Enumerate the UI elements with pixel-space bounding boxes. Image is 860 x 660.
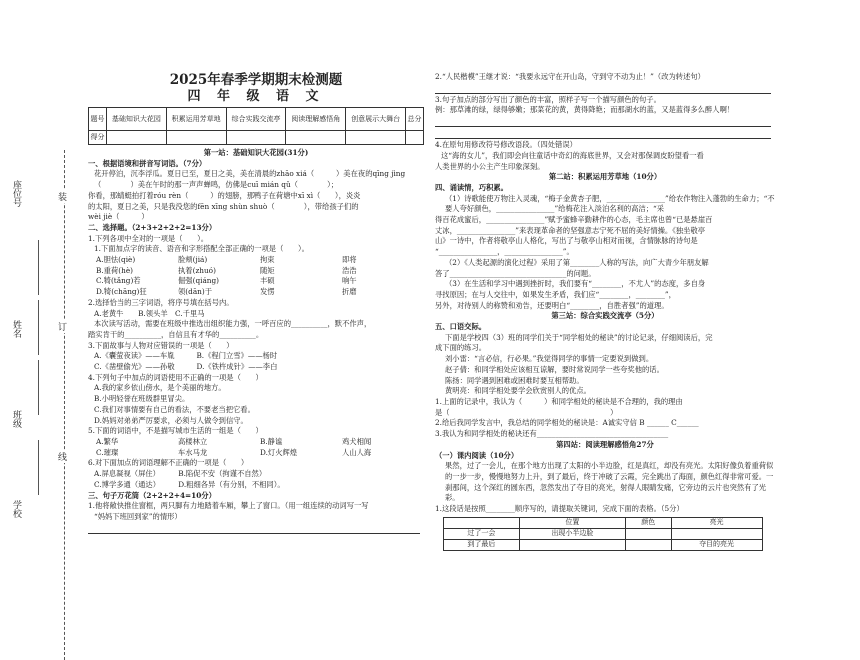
- reading-table-cell[interactable]: [626, 528, 672, 539]
- option-text: 执着(zhuó): [178, 265, 216, 275]
- exam-title: 2025年春季学期期末检测题: [169, 72, 343, 88]
- option-row: [88, 255, 424, 266]
- text-line: 4.下列句子中加点的词语使用不正确的一项是（ ）: [88, 372, 263, 382]
- text-line: 3.句子加点的部分写出了颜色的丰富，照样子写一个描写颜色的句子。: [435, 94, 661, 104]
- score-blank[interactable]: [166, 131, 226, 145]
- text-line: 二、选择题。（2+3+2+2+2=13分）: [88, 222, 217, 232]
- option-row: [88, 276, 424, 287]
- text-line: wèi jiè（ ）: [88, 212, 149, 222]
- text-line: C.我们对事情要有自己的看法，不要老当把它看。: [94, 404, 255, 414]
- school-blank: [38, 440, 39, 495]
- option-text: 折磨: [342, 287, 357, 297]
- text-line: 1.下列各项中全对的一项是（ ）。: [88, 233, 209, 243]
- option-text: 响午: [342, 276, 357, 286]
- text-line: 2.选择恰当的三字词语，将序号填在括号内。: [88, 297, 234, 307]
- score-cell: 总分: [406, 108, 424, 131]
- binding-dash-line: [64, 150, 65, 660]
- text-line: 下面是学校四（3）班的同学们关于“同学相处的秘诀”的讨论记录，仔细阅读后，完: [445, 332, 713, 342]
- score-cell: 积累运用芳草地: [166, 108, 226, 131]
- option-text: 即将: [342, 255, 357, 265]
- text-line: 三、句子万花筒（2+2+2+4=10分）: [88, 490, 216, 500]
- reading-table-header: [444, 517, 763, 528]
- option-text: 高楼林立: [178, 436, 208, 446]
- text-line: 答了________________________________的问题。: [435, 268, 596, 278]
- text-line: 第一站：基础知识大花园(31分): [203, 148, 309, 157]
- option-text: B.静谧: [260, 436, 283, 446]
- answer-line[interactable]: [435, 128, 771, 139]
- text-line: B.小明轻誉在班级群里冒尖。: [94, 394, 190, 404]
- text-line: 1.他将敞快推住窗框，两只脚有力地踏着车厢，攀上了窗口。（用一组连续的动词写一写: [88, 501, 369, 511]
- reading-table-header-cell: 位置: [519, 517, 625, 528]
- option-text: 领(dān)于: [178, 287, 213, 297]
- option-text: 浩浩: [342, 265, 357, 275]
- seat-number-label: 座位号: [11, 180, 21, 207]
- text-line: 6.对下面加点的词语理解不正确的一项是（ ）: [88, 458, 249, 468]
- text-line: 另外，对待别人的称赞和劝告，还要明白“________，自胜者强”的道理。: [435, 300, 669, 310]
- option-text: D.灯火辉煌: [260, 447, 298, 457]
- reading-table-row: [444, 528, 763, 539]
- left-column: [88, 72, 424, 535]
- left-section-c: [88, 458, 424, 522]
- reading-table: [443, 517, 763, 551]
- option-text: 车水马龙: [178, 447, 208, 457]
- text-line: A.《囊萤夜读》——车胤 B.《程门立雪》——杨时: [94, 351, 278, 361]
- reading-table-header-cell: [444, 517, 520, 528]
- text-line: 人类世界的小公主产生印象深刻。: [435, 161, 545, 171]
- text-line: （一）课内阅读（10分）: [435, 450, 519, 460]
- option-text: C.璀璨: [96, 447, 119, 457]
- option-row: [88, 287, 424, 298]
- text-line: 5.下面的词语中，不是描写城市生活的一组是（ ）: [88, 426, 263, 436]
- score-cell: 创意展示大舞台: [346, 108, 406, 131]
- reading-table-row: [444, 539, 763, 550]
- text-line: 2.“人民楷模”王继才说：“我要永远守在开山岛，守到守不动为止！”（改为转述句）: [435, 72, 705, 81]
- text-line: 五、口语交际。: [435, 322, 487, 332]
- reading-table-cell: 到了最后: [444, 539, 520, 550]
- option-text: 脸颊(jiá): [178, 255, 208, 265]
- text-line: 2.给后我同学发言中，我总结的同学相处的秘诀是：A诚实守信 B ______ C______: [435, 418, 699, 428]
- score-blank[interactable]: [406, 131, 424, 145]
- text-line: 3.下面故事与人物对应错误的一项是（ ）: [88, 340, 234, 350]
- text-line: 的太阳，夏日之美，只是我没您的fēn xīng shùn shuò（ ），带给孩子们的: [88, 201, 359, 211]
- option-row: [88, 448, 424, 459]
- reading-table-cell[interactable]: [671, 528, 762, 539]
- text-line: A.屏息凝视（屏住） B.陷促不安（拘谨不自然）: [94, 469, 267, 479]
- option-text: 人山人海: [342, 447, 372, 457]
- left-section-a: [88, 148, 424, 255]
- option-text: B.重荷(hè): [96, 265, 133, 275]
- name-label: 姓名: [11, 320, 21, 338]
- option-text: D.犄(chāng)狂: [96, 287, 147, 297]
- binding-mark-xian: 线: [58, 450, 67, 463]
- text-line: （1）诗歌能使万物注入灵魂，“梅子金黄杏子肥，________________”给农作物注入蓬勃的生命力；“不要人夸好颜色，________________”给梅花注入淡泊名利的高洁；“采: [445, 193, 775, 214]
- text-line: （3）在生活和学习中遇到挫折时，我们要有“________，不尤人”的态度，多自身: [445, 279, 706, 289]
- text-line: C.《凿壁偷光》——孙敬 D.《铁杵成针》——李白: [94, 362, 278, 372]
- reading-table-cell: 出现小半边脸: [519, 528, 625, 539]
- reading-table-cell[interactable]: [626, 539, 672, 550]
- score-blank[interactable]: [286, 131, 346, 145]
- right-section: [435, 72, 775, 515]
- score-row-label: 得分: [89, 131, 107, 145]
- option-row: [88, 437, 424, 448]
- text-line: 成下面的练习。: [435, 343, 487, 353]
- text-line: 第二站：积累运用芳草地（10分）: [548, 172, 662, 182]
- text-line: 果然，过了一会儿，在那个地方出现了太阳的小半边脸，红是真红，却没有亮光。太阳好像负着重荷似的一步一步，慢慢地努力上升，到了最后，终于冲破了云霞，完全跳出了海面，颜色红得非常可爱。一刹那间，这个深红的圆东西，忽然发出了夺目的亮光，射得人眼睛发痛，它旁边的云片也突然有了光彩。: [445, 461, 774, 503]
- text-line: 踏实肯干的__________，自信且有才华的__________。: [88, 329, 264, 339]
- option-text: A.胆怯(qiè): [96, 255, 136, 265]
- text-line: “妈妈下班回到家”的情形）: [94, 511, 182, 521]
- answer-line[interactable]: [435, 83, 771, 94]
- reading-table-header-cell: 亮光: [671, 517, 762, 528]
- text-line: “________________，________________”。: [435, 247, 574, 257]
- option-text: 拘束: [260, 255, 275, 265]
- option-text: 随矩: [260, 265, 275, 275]
- right-column: [435, 72, 775, 551]
- text-line: 是（ ）: [435, 407, 618, 417]
- binding-mark-ding: 订: [58, 320, 67, 333]
- class-blank: [38, 360, 39, 415]
- score-header-row: [89, 108, 424, 131]
- text-line: 赵子倩：和同学相处应该相互谅解，要时常说同学一些夸奖他的话。: [445, 364, 664, 374]
- option-text: 鸡犬相闻: [342, 436, 372, 446]
- text-line: 四、诵读情，巧积累。: [435, 182, 508, 192]
- score-blank[interactable]: [346, 131, 406, 145]
- text-line: 第四站：阅读理解感悟角27分: [556, 439, 654, 449]
- text-line: 4.在原句用修改符号修改语段。（四处错误）: [435, 140, 577, 150]
- option-row: [88, 266, 424, 277]
- exam-subtitle: 四 年 级 语 文: [187, 89, 325, 104]
- score-cell: 题号: [89, 108, 107, 131]
- q5-options: [88, 437, 424, 458]
- text-line: 寻找原因；在与人交往中，如果发生矛盾，我们应“________，________”，: [435, 289, 676, 299]
- binding-margin: [8, 70, 78, 600]
- text-line: 1.上面的记录中，我认为（ ）和同学相处的秘诀是不合理的，我的理由: [435, 396, 683, 406]
- text-line: C.博学多通（通达） D.粗细各异（有分别，不相同）。: [94, 479, 285, 489]
- option-text: 丰硕: [260, 276, 275, 286]
- left-section-b: [88, 298, 424, 437]
- reading-table-cell: 夺目的亮光: [671, 539, 762, 550]
- option-text: 发愣: [260, 287, 275, 297]
- text-line: 丈冰，________________”来表现革命者的坚强意志宁死不屈的美好情操。《独坐敬亭: [435, 225, 706, 235]
- text-line: 你看，那蜻蜓拍打着róu rèn（ ）的翅膀，那鸭子在荷塘中xī xì（ ），炎炎: [88, 190, 361, 200]
- option-text: 倔强(qiáng): [178, 276, 220, 286]
- reading-table-header-cell: 颜色: [626, 517, 672, 528]
- text-line: 例：那草滩的绿，绿得够嫩；那菜花的黄，黄得降艳；而那湖水的蓝，又是蓝得多么醉人啊！: [435, 105, 735, 115]
- score-blank[interactable]: [106, 131, 166, 145]
- q1-options: [88, 255, 424, 298]
- text-line: D.妈妈对弟弟严厉要求，必须与人做令到信守。: [94, 415, 248, 425]
- text-line: 黄明亮：和同学相处要学会欣赏别人的优点。: [445, 386, 591, 396]
- reading-table-cell: 过了一会: [444, 528, 520, 539]
- class-label: 班级: [11, 410, 21, 428]
- answer-line[interactable]: [88, 523, 420, 534]
- score-cell: 综合实践交流亭: [226, 108, 286, 131]
- text-line: 3.我认为和同学相处的秘诀还有____________________________________: [435, 429, 669, 439]
- reading-table-cell[interactable]: [519, 539, 625, 550]
- score-cell: 阅读理解感悟角: [286, 108, 346, 131]
- text-line: 1.下面加点字的读音、语音和字形搭配全部正确的一项是（ ）。: [94, 244, 309, 254]
- name-blank: [38, 300, 39, 355]
- text-line: 刘小雷：“言必信，行必果。”我觉得同学的事情一定要说到做到。: [445, 354, 654, 364]
- text-line: 本次读写活动，需要在班级中推选出组织能力强，一呼百应的__________，默不作声，: [94, 319, 372, 329]
- option-text: C.犄(tǎng)若: [96, 276, 141, 286]
- text-line: 这“海的女儿”，我们即会向往童话中奇幻的海底世界，又会对那保调皮盼望看一看: [441, 150, 704, 160]
- score-blank[interactable]: [226, 131, 286, 145]
- school-label: 学校: [11, 500, 21, 518]
- text-line: 一、根据语境和拼音写词语。（7分）: [88, 158, 207, 168]
- seat-number-blank: [38, 240, 39, 295]
- text-line: 山》一诗中，作者将敬亭山人格化，写出了与敬亭山相对而视，含情脉脉的诗句是: [435, 236, 698, 246]
- text-line: 1.这段话是按照________顺序写的，请提取关键词，完成下面的表格。（5分）: [435, 504, 684, 514]
- text-line: A.老黄牛 B.领头羊 C.千里马: [94, 308, 205, 318]
- text-line: 第三站：综合实践交流亭（5分）: [551, 311, 659, 321]
- text-line: 花开停泊，沉李浮瓜。夏日已至，夏日之美，美在清晨的zhāo xiá（ ）美在夜的qīng jìng（ ）美在午时的那一声声蝉鸣，仿佛是cuī mián qǔ（ ）；: [94, 169, 406, 190]
- score-table: [88, 107, 424, 145]
- text-line: A.我的家乡依山傍水，是个美丽的地方。: [94, 383, 226, 393]
- binding-mark-zhuang: 装: [58, 190, 67, 203]
- score-input-row: [89, 131, 424, 145]
- answer-line[interactable]: [435, 116, 771, 127]
- score-cell: 基础知识大花园: [106, 108, 166, 131]
- text-line: 陈扬：同学遇到困难或困难时要互相帮助。: [445, 375, 584, 385]
- text-line: 得百花成蜜后，________________”赋予蜜蜂辛勤耕作的心态，毛主席也曾“已是悬崖百: [435, 215, 713, 225]
- text-line: （2）《人类起源的演化过程》采用了第________人称的写法，向广大青少年朋友解: [445, 257, 709, 267]
- option-text: A.繁华: [96, 436, 119, 446]
